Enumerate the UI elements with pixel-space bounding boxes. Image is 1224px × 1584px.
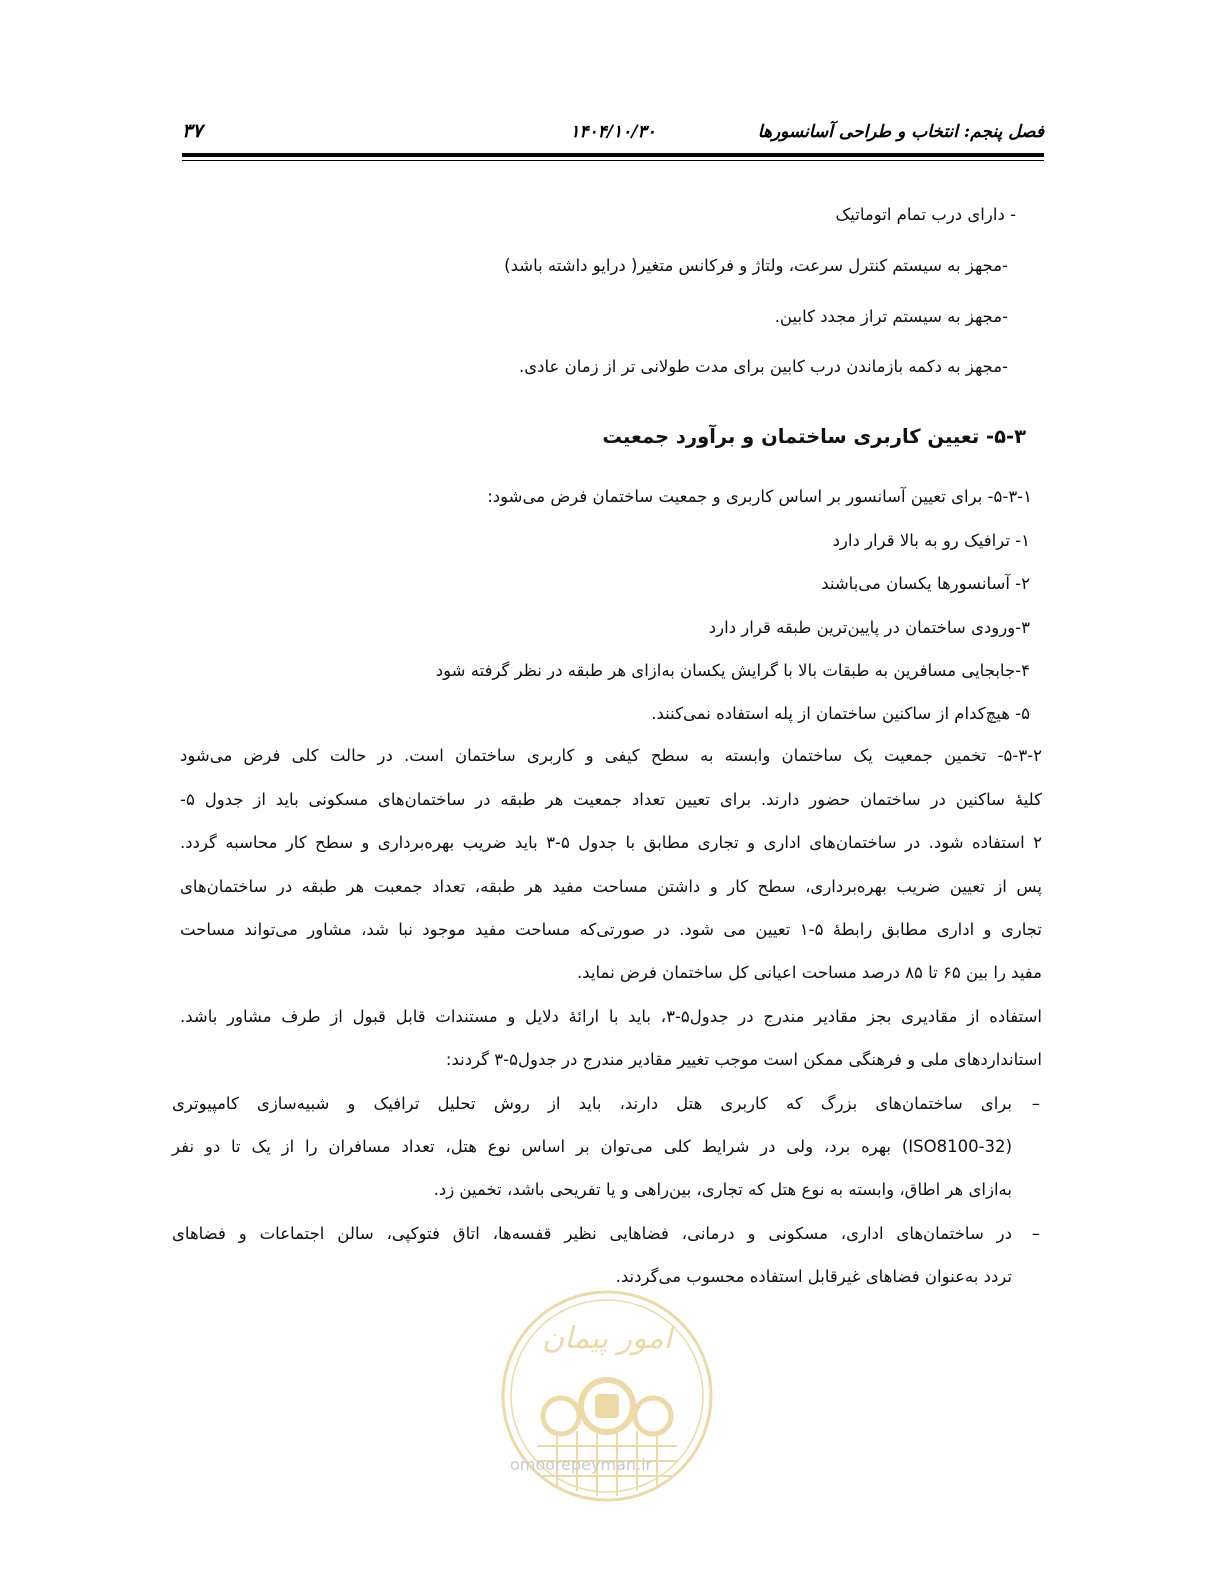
header-rule-thick <box>182 153 1044 157</box>
bullet-line: به‌ازای هر اطاق، وابسته به نوع هتل که تجاری، بین‌راهی و یا تفریحی باشد، تخمین زد. <box>433 1180 1012 1199</box>
feature-item: -مجهز به سیستم تراز مجدد کابین. <box>774 307 1008 326</box>
assumption-item: ۳-ورودی ساختمان در پایین‌ترین طبقه قرار دارد <box>708 618 1030 637</box>
assumption-item: ۲- آسانسورها یکسان می‌باشند <box>821 574 1030 593</box>
paragraph-line: ۵-۳-۲- تخمین جمعیت یک ساختمان وابسته به سطح کیفی و کاربری ساختمان است. در حالت کلی فرض می‌شود <box>180 746 1042 765</box>
section-heading: ۵-۳- تعیین کاربری ساختمان و برآورد جمعیت <box>602 425 1026 448</box>
assumption-item: ۱- ترافیک رو به بالا قرار دارد <box>832 531 1030 550</box>
paragraph-line: تجاری و اداری مطابق رابطهٔ ۵-۱ تعیین می شود. در صورتی‌که مساحت مفید موجود نبا شد، مشاور می‌تواند مساحت <box>180 920 1043 939</box>
page-number: ۳۷ <box>182 120 203 142</box>
chapter-title: فصل پنجم: انتخاب و طراحی آسانسورها <box>757 122 1044 142</box>
feature-item: -مجهز به سیستم کنترل سرعت، ولتاژ و فرکانس متغیر( درایو داشته باشد) <box>504 256 1008 275</box>
bullet-line: (ISO8100-32) بهره برد، ولی در شرایط کلی می‌توان بر اساس نوع هتل، تعداد مسافران را از یک تا دو نفر <box>172 1137 1012 1156</box>
bullet-line: برای ساختمان‌های بزرگ که کاربری هتل دارند، باید از روش تحلیل ترافیک و شبیه‌سازی کامپیوتری <box>172 1094 1012 1113</box>
bullet-dash: – <box>1031 1224 1040 1243</box>
subsection-intro: ۵-۳-۱- برای تعیین آسانسور بر اساس کاربری و جمعیت ساختمان فرض می‌شود: <box>487 487 1032 506</box>
page-header <box>182 118 1044 150</box>
paragraph-line: پس از تعیین ضریب بهره‌برداری، سطح کار و داشتن مساحت مفید هر طبقه، تعداد جمعبت هر طبقه در ساختمان‌های <box>180 877 1042 896</box>
assumption-item: ۴-جابجایی مسافرین به طبقات بالا با گرایش یکسان به‌ازای هر طبقه در نظر گرفته شود <box>435 661 1030 680</box>
bullet-line: تردد به‌عنوان فضاهای غیرقابل استفاده محسوب می‌گردند. <box>615 1267 1012 1286</box>
header-date: ۱۴۰۴/۱۰/۳۰ <box>570 122 656 142</box>
feature-item: - دارای درب تمام اتوماتیک <box>835 205 1016 224</box>
feature-item: -مجهز به دکمه بازماندن درب کابین برای مدت طولانی تر از زمان عادی. <box>518 357 1008 376</box>
paragraph-line: مفید را بین ۶۵ تا ۸۵ درصد مساحت اعیانی کل ساختمان فرض نماید. <box>577 963 1042 982</box>
watermark-url: omoorepeyman.ir <box>510 1455 653 1474</box>
paragraph-line: استفاده از مقادیری بجز مقادیر مندرج در جدول۵-۳، باید با ارائهٔ دلایل و مستندات قابل قبول از طرف مشاور باشد. <box>180 1007 1042 1026</box>
bullet-dash: – <box>1031 1094 1040 1113</box>
assumption-item: ۵- هیچ‌کدام از ساکنین ساختمان از پله استفاده نمی‌کنند. <box>651 704 1030 723</box>
paragraph-line: کلیهٔ ساکنین در ساختمان حضور دارند. برای تعیین تعداد جمعیت هر طبقه در ساختمان‌های مسکونی باید از جدول ۵- <box>180 790 1042 809</box>
paragraph-line: ۲ استفاده شود. در ساختمان‌های اداری و تجاری مطابق با جدول ۵-۳ باید ضریب بهره‌برداری و سطح کار محاسبه گردد. <box>180 833 1042 852</box>
seal-text: امور پیمان <box>542 1321 672 1356</box>
paragraph-line: استانداردهای ملی و فرهنگی ممکن است موجب تغییر مقادیر مندرج در جدول۵-۳ گردند: <box>445 1050 1042 1069</box>
bullet-line: در ساختمان‌های اداری، مسکونی و درمانی، فضاهایی نظیر قفسه‌ها، اتاق فتوکپی، سالن اجتماعات و فضاهای <box>172 1224 1012 1243</box>
header-rule-thin <box>182 160 1044 161</box>
